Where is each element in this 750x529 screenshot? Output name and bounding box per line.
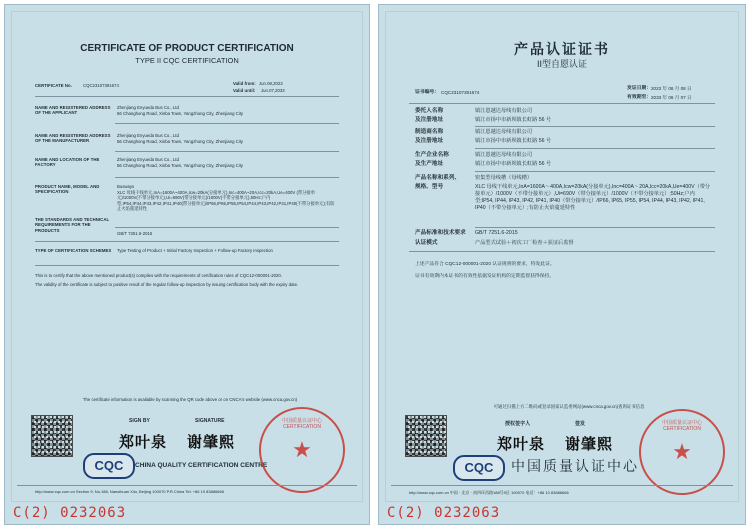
- factory-label: 生产企业名称: [415, 152, 449, 158]
- divider: [115, 151, 339, 152]
- official-signature: 谢肇熙: [565, 435, 614, 453]
- divider: [35, 265, 339, 266]
- product-label: PRODUCT NAME, MODEL AND SPECIFICATION: [35, 184, 100, 195]
- qr-info-line: 可通过扫描上方二维码或登录国家认监委网站(www.cnca.gov.cn)查询证书信息: [493, 404, 645, 409]
- seal-star-icon: ★: [672, 439, 692, 464]
- factory-name: Zhenjiang Enyueda Bus Co., Ltd: [117, 157, 179, 162]
- divider: [35, 96, 339, 97]
- official-signature: 谢肇熙: [187, 433, 236, 451]
- product-name: Busways: [117, 184, 135, 189]
- divider: [35, 241, 339, 242]
- certificate-title: 产品认证证书: [514, 41, 610, 57]
- validity-statement: The validity of the certificate is subject to positive result of the regular follow-up inspection by issuing certification body with the expiry date.: [35, 282, 299, 287]
- divider: [475, 171, 715, 172]
- certificate-subtitle: TYPE II CQC CERTIFICATION: [135, 56, 239, 65]
- official-seal: [259, 407, 345, 493]
- manufacturer-address: 56 Changhong Road, Xinba Town, Yangzhong City, Zhenjiang City: [117, 139, 244, 144]
- applicant-label: 委托人名称: [415, 108, 444, 114]
- official-seal: [639, 409, 725, 495]
- manufacturer-address-label: 及注册地址: [415, 138, 444, 144]
- scheme-label: 认证模式: [415, 240, 438, 246]
- divider: [409, 103, 715, 104]
- signature-label: 签发: [575, 421, 586, 427]
- factory-address: 56 Changhong Road, Xinba Town, Yangzhong City, Zhenjiang City: [117, 163, 244, 168]
- divider: [391, 485, 733, 486]
- divider: [115, 123, 339, 124]
- qr-code[interactable]: [31, 415, 73, 457]
- scheme-value: Type Testing of Product + Initial Factory Inspection + Follow-up Factory Inspection: [117, 248, 273, 253]
- seal-text: 中国质量认证中心 CERTIFICATION: [661, 420, 702, 432]
- footer-contact: http://www.cqc.com.cn Section 9, No.188, Nansihuan Xilu, Beijing 100070 P.R.China Tel: +86 10 83886666: [35, 489, 224, 494]
- valid-until-label: Valid until:: [233, 88, 256, 93]
- divider: [17, 485, 357, 486]
- signatory-signature: 郑叶泉: [119, 433, 168, 451]
- signatory-signature: 郑叶泉: [497, 435, 546, 453]
- valid-from-value: Jun.08,2023: [259, 81, 283, 86]
- divider: [475, 148, 715, 149]
- sign-by-label: 授权签字人: [505, 421, 531, 427]
- serial-number: C(2) 0232063: [387, 505, 501, 521]
- certificate-title: CERTIFICATE OF PRODUCT CERTIFICATION: [80, 43, 294, 54]
- divider: [115, 227, 339, 228]
- footer-contact: http://www.cqc.com.cn 中国 · 北京 · 南四环西路188号9区 100070 电话：+86 10 83886666: [409, 490, 569, 495]
- expiry-date-value: 2033 年 06 月 07 日: [651, 95, 692, 100]
- certificate-subtitle: II型自愿认证: [536, 59, 587, 69]
- signature-label: SIGNATURE: [195, 418, 225, 424]
- scheme-label: TYPE OF CERTIFICATION SCHEMES: [35, 248, 112, 253]
- sign-by-label: SIGN BY: [129, 418, 150, 424]
- applicant-name: 镇江恩越达母线有限公司: [475, 108, 533, 114]
- valid-from-label: Valid from:: [233, 81, 256, 86]
- valid-until-value: Jun.07,2033: [261, 88, 285, 93]
- expiry-date-label: 有效期至：: [627, 95, 652, 100]
- cert-no-value: CQC23107391674: [441, 90, 480, 95]
- factory-label: NAME AND LOCATION OF THE FACTORY: [35, 157, 100, 168]
- divider: [475, 126, 715, 127]
- divider: [409, 251, 715, 252]
- standards-label: THE STANDARDS AND TECHNICAL REQUIREMENTS FOR THE PRODUCTS: [35, 217, 110, 233]
- seal-text: 中国质量认证中心 CERTIFICATION: [281, 418, 322, 430]
- issue-date-value: 2023 年 06 月 08 日: [651, 86, 692, 91]
- product-label: 产品名称和系列、: [415, 175, 461, 181]
- seal-star-icon: ★: [292, 437, 312, 462]
- cqc-logo: CQC: [83, 453, 135, 479]
- divider: [475, 227, 715, 228]
- validity-statement: 证书有效期内本证书的有效性依据发证机构的定期监督获得保持。: [415, 274, 555, 279]
- factory-address-label: 及生产地址: [415, 161, 444, 167]
- compliance-statement: This is to certify that the above mentioned product(s) complies with the requirements of certification rules of CQC12-000001-2020.: [35, 273, 282, 278]
- issue-date-label: 发证日期：: [627, 86, 652, 91]
- factory-address: 镇江市扬中市新坝镇长虹路 56 号: [475, 161, 552, 167]
- applicant-label: NAME AND REGISTERED ADDRESS OF THE APPLICANT: [35, 105, 111, 116]
- manufacturer-name: 镇江恩越达母线有限公司: [475, 129, 533, 135]
- factory-name: 镇江恩越达母线有限公司: [475, 152, 533, 158]
- applicant-address: 56 Changhong Road, Xinba Town, Yangzhong City, Zhenjiang City: [117, 111, 244, 116]
- standards-value: GB/T 7251.6-2015: [117, 231, 153, 236]
- standards-label: 产品标准和技术要求: [415, 230, 466, 236]
- cqc-logo: CQC: [453, 455, 505, 481]
- manufacturer-label: 制造商名称: [415, 129, 444, 135]
- applicant-address-label: 及注册地址: [415, 117, 444, 123]
- serial-number: C(2) 0232063: [13, 505, 127, 521]
- manufacturer-address: 镇江市扬中市新坝镇长虹路 56 号: [475, 138, 552, 144]
- divider: [115, 177, 339, 178]
- centre-name: CHINA QUALITY CERTIFICATION CENTRE: [135, 462, 268, 469]
- chinese-certificate: [378, 4, 746, 525]
- qr-info-line: The certificate information is available by scanning the QR code above or on CNCA's website (www.cnca.gov.cn): [82, 397, 298, 402]
- qr-code[interactable]: [405, 415, 447, 457]
- manufacturer-label: NAME AND REGISTERED ADDRESS OF THE MANUFACTURER: [35, 133, 111, 144]
- compliance-statement: 上述产品符合 CQC12-000001-2020 认证规则的要求，特发此证。: [415, 262, 555, 267]
- manufacturer-name: Zhenjiang Enyueda Bus Co., Ltd: [117, 133, 179, 138]
- applicant-address: 镇江市扬中市新坝镇长虹路 56 号: [475, 117, 552, 123]
- cert-no-value: CQC23107391674: [83, 83, 119, 88]
- product-specification: XLC 母线干线单元,InA=1600A~400A,Icw=20kA(分接单元),Inc=400A~20A,Icc=20kA,Ue=400V (带分接单元)/1000V(不带分接单元),Ui=690V(带分接单元)/1000V(不带分接单元),50Hz;户内型,IP54,IP44,IP43,IP42,IP41,IP40(带分接单元)/IP66,IP65,IP55,IP54,IP44,IP43,IP42,IP41,IP40(不带分接单元);有防止火焰蔓延特性: [117, 190, 335, 212]
- scheme-value: 产品型式试验＋初次工厂检查＋获证后监督: [475, 240, 574, 246]
- product-specification: XLC 母线干线单元,InA=1600A～400A,Icw=20kA(分接单元),Inc=400A～20A,Icc=20kA,Ue=400V（带分接单元）/1000V（不带分接单元）,Ui=690V（带分接单元）/1000V（不带分接单元）;50Hz;户内型;IP54, IP44, IP43, IP42, IP41, IP40（带分接单元）/IP66, IP65, IP55, IP54, IP44, IP43, IP42, IP41, IP40（不带分接单元）;有防止火焰蔓延特性: [475, 184, 711, 211]
- applicant-name: Zhenjiang Enyueda Bus Co., Ltd: [117, 105, 179, 110]
- product-name: 密集型母线槽（母线槽）: [475, 175, 533, 181]
- spec-label: 规格、型号: [415, 184, 444, 190]
- cert-no-label: CERTIFICATE No.: [35, 83, 72, 88]
- english-certificate: [4, 4, 370, 525]
- cert-no-label: 证书编号：: [415, 90, 440, 95]
- standards-value: GB/T 7251.6-2015: [475, 230, 518, 236]
- centre-name: 中国质量认证中心: [511, 458, 639, 474]
